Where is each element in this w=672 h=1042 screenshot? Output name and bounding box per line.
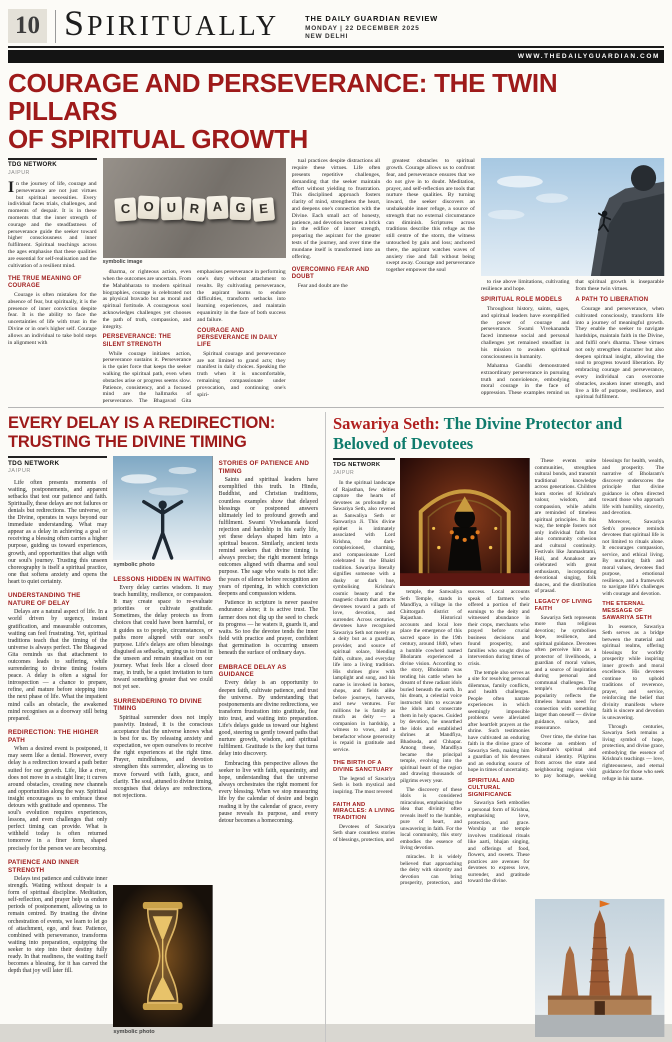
article-column: [103, 158, 286, 404]
paragraph: Spiritual courage and perseverance are not limited to grand acts; they manifest in daily choices. Speaking the truth when it is uncomfortable, remaining compassionate under provocation, and continuing one's spiri-: [197, 350, 286, 398]
masthead: [8, 3, 664, 48]
main-headline-line1: COURAGE AND PERSEVERANCE: THE TWIN PILLARS: [8, 68, 558, 126]
hourglass-photo: [113, 885, 212, 1035]
masthead-divider: [55, 10, 56, 43]
text-flow: [103, 269, 286, 405]
delay-article-body: [8, 456, 318, 1038]
shrine-image: [400, 458, 529, 586]
byline: [333, 458, 395, 476]
text-flow: [400, 589, 529, 887]
article-column: [113, 456, 212, 1038]
paragraph: Sawariya Seth embodies a personal form of Krishna, emphasising love, protection, and grace. Worship at the temple involves traditional rituals like aarti, bhajan singing, and offerings of food, flowers, and sweets. These practices are avenues for devotees to express love, surrender, and gratitude toward the divine.: [467, 800, 530, 885]
paragraph: Moreover, Sawariya Seth's presence reminds devotees that spiritual life is not limited to rituals alone. It encourages compassion, service, and ethical living. By nurturing faith and moral values, devotees find purpose, emotional resilience, and a framework to navigate life's challenges with courage and devotion.: [602, 519, 664, 597]
paragraph: Life often presents moments of waiting, postponements, and apparent setbacks that test our patience and faith. Spiritually, these delays are not failures or denials but redirections. The universe, or the Divine, operates in ways beyond our immediate understanding. What may appear as a delay in achieving a goal or receiving a blessing often carries a higher purpose, guiding us toward experiences, growth, and opportunities that align with our soul's journey. Trusting this unseen choreography is itself a spiritual practice, one that softens anxiety and opens the heart to quiet certainty.: [8, 479, 108, 585]
publication-city: NEW DELHI: [305, 33, 349, 40]
letter-tiles: [115, 197, 274, 220]
paragraph: Courage and perseverance, when cultivated consciously, transform life into a journey of meaningful growth. They enable the seeker to navigate hardships, maintain faith in the Divine, and fulfil one's dharma. These virtues not only strengthen character but also deepen spiritual insight, allowing the soul to progress toward liberation. By embracing courage and perseverance, every individual can overcome obstacles, awaken inner strength, and live a life of purpose, resilience, and spiritual fulfilment.: [575, 306, 664, 401]
paragraph: In essence, Sawariya Seth serves as a bridge between the material and spiritual realms, offering blessings for worldly prosperity while inspiring inner growth and moral excellence. His devotees continue to uphold traditions of reverence, prayer, and service, reinforcing the belief that divinity manifests where faith is sincere and devotion is unwavering.: [602, 623, 664, 721]
climber-photo: [481, 158, 664, 276]
paragraph: greatest obstacles to spiritual growth. Courage allows us to confront fear, and perseverance ensures that we do not give in to doubt. Meditation, prayer, and self-reflection are tools that nurture these qualities. By turning inward, the seeker discovers an unshakeable inner refuge, a source of strength that no external circumstance can diminish. Scriptures across traditions describe this refuge as the still centre of the storm, the witness untouched by gain and loss; anchored there, the aspirant watches waves of anxiety rise and fall without being swept away. Courage and perseverance together empower the soul: [386, 158, 475, 274]
shrine-photo: [400, 458, 529, 586]
byline-city: JAIPUR: [8, 170, 30, 177]
courage-photo: [103, 158, 286, 266]
letter-tile: C: [114, 197, 137, 221]
paragraph: The legend of Sawariya Seth is both mystical and inspiring. The most revered: [333, 775, 396, 795]
byline: [8, 158, 97, 177]
subheading: LEGACY OF LIVING FAITH: [534, 598, 593, 612]
subheading: EMBRACE DELAY AS GUIDANCE: [218, 663, 287, 679]
section-divider: [8, 407, 664, 408]
byline: [8, 456, 107, 475]
paragraph: Mahatma Gandhi demonstrated extraordinary perseverance in pursuing truth and nonviolence, embodying moral courage in the face of oppression. These examples remind us that spiritual growth is inseparable from these twin virtues.: [480, 279, 664, 397]
subheading: THE TRUE MEANING OF COURAGE: [8, 275, 82, 289]
letter-tile: O: [137, 195, 159, 219]
article-column: [481, 158, 664, 404]
article-sawariya-seth: [326, 412, 664, 1042]
paragraph: The temple also serves as a site for resolving personal dilemmas, family conflicts, and health challenges. People often narrate experiences in which seemingly impossible problems were alleviated after heartfelt prayers at the shrine. Such testimonies have cultivated an enduring faith in the divine grace of Sawariya Seth, making him a guardian of his devotees and an enduring source of hope in times of uncertainty.: [467, 669, 530, 774]
bottom-sections: [8, 412, 664, 1042]
letter-tile: U: [160, 197, 182, 221]
temple-photo: [535, 899, 664, 1037]
text-flow: [481, 279, 664, 401]
byline-network: TDG NETWORK: [8, 162, 57, 169]
delay-headline-line1: EVERY DELAY IS A REDIRECTION:: [8, 414, 276, 433]
subheading: A PATH TO LIBERATION: [575, 297, 649, 304]
sawariya-headline: [333, 414, 664, 453]
paragraph: In the spiritual landscape of Rajasthan, few deities capture the hearts of devotees as profoundly as Sawariya Seth, also revered as Sanwaliya Seth or Sanwariya Ji. This divine epithet is intimately associated with Lord Krishna, the dark-complexioned, charming, and compassionate Lord celebrated in the Bhakti tradition. Sawariya literally signifies someone with a dusky or dark hue, symbolising Krishna's cosmic beauty and the magnetic charm that attracts devotees toward a path of love, devotion, and surrender. Across centuries, devotees have recognised Sawariya Seth not merely as a deity but as a guardian, provider, and source of spiritual solace, blending faith, culture, and everyday life into a living tradition. His shrines glow with lamplight and song, and his name is invoked in homes, shops, and fields alike before journeys, harvests, and new ventures. For millions he is family as much as deity — a companion in hardship, a witness to vows, and a benefactor whose generosity is repaid in gratitude and service.: [333, 480, 396, 753]
paragraph: Through centuries, Sawariya Seth remains a living symbol of hope, protection, and divine grace, embodying the essence of Krishna's teachings — love, righteousness, and eternal guidance for those who seek refuge in his name.: [602, 723, 664, 782]
delay-headline-line2: TRUSTING THE DIVINE TIMING: [8, 432, 247, 451]
letter-tile: E: [252, 197, 275, 222]
text-flow: [535, 458, 664, 782]
subheading: REDIRECTION: THE HIGHER PATH: [8, 729, 99, 744]
sawariya-article-body: [333, 458, 664, 1040]
subheading: OVERCOMING FEAR AND DOUBT: [291, 266, 370, 280]
page-number: 10: [8, 9, 47, 43]
skyperson-photo: [113, 456, 212, 568]
article-column: [292, 158, 381, 404]
photo-caption: symbolic photo: [113, 562, 155, 569]
skyperson-image: [113, 456, 212, 560]
subheading: UNDERSTANDING THE NATURE OF DELAY: [8, 592, 81, 607]
article-divine-timing: [8, 412, 326, 1042]
subheading: LESSONS HIDDEN IN WAITING: [113, 575, 212, 583]
paragraph: Every delay carries wisdom. It may teach humility, resilience, or compassion. It may create space to re-evaluate priorities or cultivate gratitude. Sometimes, the delay protects us from choices that could have been harmful, or it guides us to people, circumstances, or paths more aligned with our soul's purpose. Life's delays are often blessings disguised as setbacks, urging us to trust in the unseen and remain steadfast on our journey. What feels like a closed door may, in truth, be a quiet invitation to turn toward something greater that we could not yet see.: [113, 584, 213, 691]
byline-city: JAIPUR: [8, 468, 31, 475]
byline-network: TDG NETWORK: [333, 462, 381, 469]
article-courage-perseverance: [8, 68, 664, 405]
paragraph: miracles. It is widely believed that approaching the deity with sincerity and devotion can bring prosperity, protection, and success. Local accounts speak of farmers who offered a portion of their earnings to the deity and witnessed abundance in their crops, merchants who prayed before crucial business decisions and found prosperity, and families who sought divine intervention during times of crisis.: [400, 589, 530, 887]
paragraph: temple, the Sanwaliya Seth Temple, stands in Mandfiya, a village in the Chittorgarh district of Rajasthan. Historical accounts and local lore place the emergence of this sacred space in the 19th century, around 1840, when a humble cowherd named Bholaram experienced a divine vision. According to the story, Bholaram was tending his cattle when he dreamt of three radiant idols buried beneath the earth. In his dream, a celestial voice instructed him to excavate the idols and consecrate them in holy spaces. Guided by devotion, he unearthed the idols and established shrines at Mandfiya, Bhadsoda, and Chhapar. Among these, Mandfiya became the principal temple, evolving into the spiritual heart of the region and drawing thousands of pilgrims every year.: [400, 589, 462, 784]
byline-network: TDG NETWORK: [8, 460, 60, 468]
paragraph: Devotees of Sawariya Seth share countless stories of blessings, protection, and: [333, 823, 396, 843]
main-headline-line2: OF SPIRITUAL GROWTH: [8, 123, 309, 154]
subheading: STORIES OF PATIENCE AND TIMING: [218, 460, 310, 475]
paragraph: These events unite communities, strengthen cultural bonds, and transmit traditional knowledge across generations. Children learn stories of Krishna's valour, wisdom, and compassion, while adults are reminded of timeless spiritual principles. In this way, the temple fosters not only individual faith but also community cohesion and cultural continuity. Festivals like Janmashtami, Holi, and Annakoot are celebrated with great enthusiasm, incorporating devotional singing, folk dances, and the distribution of prasad.: [534, 458, 597, 595]
paragraph: Patience in scripture is never passive endurance alone; it is active trust. The farmer does not dig up the seed to check its progress — he waters it, guards it, and waits. So too the devotee tends the inner field with practice and prayer, confident that germination is occurring unseen beneath the surface of ordinary days.: [218, 600, 318, 656]
subheading: PERSEVERANCE: THE SILENT STRENGTH: [102, 334, 172, 348]
main-headline: [8, 70, 664, 153]
paragraph: When a desired event is postponed, it may seem like a denial. However, every delay is a redirection toward a path better suited for our growth. Life, like a river, does not move in a straight line; it curves around obstacles, creating new channels and opportunities along the way. Spiritual insight encourages us to embrace these detours with gratitude and openness. The soul's evolution requires experiences, lessons, and even challenges that only perfect timing can provide. What is withheld today is often returned tomorrow in a finer form, shaped precisely for the person we are becoming.: [8, 746, 108, 852]
article-column: [386, 158, 475, 404]
article-column: [8, 158, 97, 404]
paragraph: tual practices despite distractions all require these virtues. Life often presents repetitive challenges, demanding that the seeker maintain effort without yielding to frustration. This disciplined approach fosters clarity of mind, strengthens the heart, and deepens one's connection with the Divine. Each small act of honesty, patience, and devotion becomes a brick in the edifice of inner strength, preparing the aspirant for the greater tests of the journey, and over time the mundane itself is transformed into an offering.: [291, 158, 381, 260]
paragraph: dharma, or righteous action, even when the outcomes are uncertain. From the Mahabharata to modern spiritual biographies, courage is celebrated not as physical bravado but as moral and spiritual fortitude. A courageous soul acknowledges challenges yet chooses the path of truth, compassion, and integrity.: [102, 269, 192, 330]
letter-tile: R: [183, 197, 206, 222]
subheading: PATIENCE AND INNER STRENGTH: [8, 859, 79, 874]
paragraph: Courage is often mistaken for the absence of fear, but spiritually, it is the presence of inner conviction despite fear. It is the ability to face the uncertainties of life with trust in the Divine or in one's higher self. Courage allows an individual to take bold steps in alignment with: [8, 291, 97, 346]
sawariya-headline-name: Sawariya Seth:: [333, 414, 440, 434]
paragraph: While courage initiates action, perseverance sustains it. Perseverance is the quiet force that keeps the seeker walking the spiritual path, even when obstacles arise or progress seems slow. Patience, consistency, and a focused mind are the hallmarks of perseverance. The Bhagavad Gita emphasises perseverance in performing one's duty without attachment to results. By cultivating perseverance, the aspirant learns to endure difficulties, transform setbacks into learning experiences, and maintain equanimity in the face of both success and failure.: [102, 269, 286, 405]
subheading: THE BIRTH OF A DIVINE SANCTUARY: [333, 759, 394, 773]
website-bar: [8, 50, 664, 63]
letter-tile: G: [229, 197, 251, 221]
publication-info: [305, 14, 438, 43]
photo-caption: symbolic image: [102, 259, 143, 266]
subheading: FAITH AND MIRACLES: A LIVING TRADITION: [333, 801, 395, 822]
paragraph: Throughout history, saints, sages, and spiritual leaders have exemplified the power of courage and perseverance. Swami Vivekananda faced immense social and personal challenges yet remained steadfast in his mission to awaken spiritual consciousness in humanity.: [480, 306, 570, 360]
publication-date: MONDAY | 22 DECEMBER 2025: [305, 24, 420, 32]
sawariya-headline-subtitle: The Divine Protector and Beloved of Devotees: [333, 414, 623, 453]
website-url: WWW.THEDAILYGUARDIAN.COM: [517, 53, 660, 60]
delay-headline: [8, 414, 318, 451]
article-column: [535, 458, 664, 1040]
paragraph: to rise above limitations, cultivating resilience and hope.: [480, 279, 570, 293]
paragraph: Delays are a natural aspect of life. In a world driven by urgency, instant gratification, and measurable outcomes, waiting can feel frustrating. Yet, spiritual traditions teach that the timing of the universe is always perfect. The Bhagavad Gita reminds us that attachment to outcomes leads to suffering, while surrendering to divine timing fosters peace. A delay is often a signal for introspection — a chance to prepare, refine, and mature before stepping into the next phase of life. What the impatient mind calls an obstacle, the awakened mind recognises as a doorway still being prepared.: [8, 609, 108, 722]
paragraph: Over time, the shrine has become an emblem of Rajasthan's spiritual and cultural identity. Pilgrims from across the state and neighbouring regions visit to pay homage, seeking blessings for health, wealth, and prosperity. The narrative of Bholaram's discovery underscores the principle that divine guidance is often directed toward those who approach life with humility, sincerity, and devotion.: [534, 458, 664, 779]
article-column: [333, 458, 395, 1040]
paragraph: Embracing this perspective allows the seeker to live with faith, equanimity, and hope, understanding that the universe always orchestrates the right moment for every blessing. When we stop measuring life by the calendar of desire and begin reading it by the calendar of grace, every pause reveals its purpose, and every detour becomes a homecoming.: [218, 761, 318, 824]
article-column: [8, 456, 107, 1038]
article-column: [400, 458, 529, 1040]
climber-image: [481, 158, 664, 276]
letter-tile: A: [206, 195, 228, 219]
paragraph: Every delay is an opportunity to deepen faith, cultivate patience, and trust the universe. By understanding that postponements are divine redirections, we transform frustration into gratitude, fear into trust, and waiting into preparation. Life's delays guide us toward our highest good, steering us gently toward paths that nurture growth, wisdom, and spiritual fulfilment. Gratitude is the key that turns delay into discovery.: [218, 680, 318, 758]
paragraph: Delays test patience and cultivate inner strength. Waiting without despair is a form of spiritual discipline. Meditation, self-reflection, and prayer help us endure periods of postponement, allowing us to remain centred. By trusting the divine orchestration of events, we learn to let go of attachment, ego, and fear. Patience, combined with perseverance, transforms waiting into preparation, equipping the seeker to step into their destiny fully ready. In that readiness, the waiting itself becomes a blessing, for it has carved the depth that joy will later fill.: [8, 876, 108, 975]
hourglass-image: [113, 885, 212, 1027]
paragraph: Sawariya Seth represents more than religious devotion; he symbolises hope, resilience, and spiritual guidance. Devotees often perceive him as a protector of livelihoods, a guardian of moral values, and a source of inspiration during personal and communal challenges. The temple's enduring popularity reflects the timeless human need for connection with something larger than oneself — divine guidance, solace, and reassurance.: [534, 614, 597, 731]
subheading: COURAGE AND PERSEVERANCE IN DAILY LIFE: [197, 327, 278, 348]
temple-image: [535, 899, 664, 1037]
section-title: SPIRITUALLY: [64, 3, 280, 43]
main-article-body: [8, 158, 664, 405]
paragraph: Fear and doubt are the: [297, 282, 348, 289]
publication-name: THE DAILY GUARDIAN REVIEW: [305, 14, 439, 23]
paragraph: Saints and spiritual leaders have exemplified this truth. In Hindu, Buddhist, and Christian traditions, countless examples show that delayed blessings or postponed answers ultimately led to profound growth and fulfilment. Swami Vivekananda faced rejection and hardship in his early life, yet these delays shaped him into a spiritual beacon. Similarly, ancient texts remind seekers that divine timing is always precise; the right moment brings outcomes aligned with dharma and soul purpose. The sage who waits is not idle: the years of silence before recognition are years of ripening, in which conviction deepens and compassion widens.: [218, 477, 318, 597]
subheading: SPIRITUAL ROLE MODELS: [480, 297, 563, 304]
courage-image: [103, 158, 286, 258]
paragraph: In the journey of life, courage and perseverance are not just virtues but spiritual necessities. Every individual faces trials, challenges, and moments of despair. It is in these moments that the inner strength of courage and the steadfastness of perseverance guide the seeker toward higher consciousness and inner fulfilment. Spiritual teachings across the ages emphasise that these qualities are essential for self-realisation and the cultivation of a resilient mind.: [8, 179, 97, 269]
article-column: [219, 456, 318, 1038]
subheading: SURRENDERING TO DIVINE TIMING: [113, 697, 202, 713]
photo-caption: symbolic photo: [113, 1029, 155, 1036]
byline-city: JAIPUR: [333, 469, 355, 476]
paragraph: Spiritual surrender does not imply passivity. Instead, it is the conscious acceptance that the universe knows what is best for us. By releasing anxiety and expectation, we open ourselves to receive the right experiences at the right time. Prayer, mindfulness, and devotion strengthen this surrender, allowing us to move forward with faith, grace, and clarity. The soul, attuned to divine timing, recognises that delays are redirections, not rejections.: [113, 714, 213, 799]
subheading: THE ETERNAL MESSAGE OF SAWARIYA SETH: [602, 601, 652, 621]
subheading: SPIRITUAL AND CULTURAL SIGNIFICANCE: [467, 777, 515, 798]
paragraph: The discovery of these idols is considered miraculous, emphasising the idea that divinity often reveals itself to the humble, pure of heart, and unwavering in faith. For the local community, this story embodies the essence of living devotion.: [400, 786, 462, 852]
